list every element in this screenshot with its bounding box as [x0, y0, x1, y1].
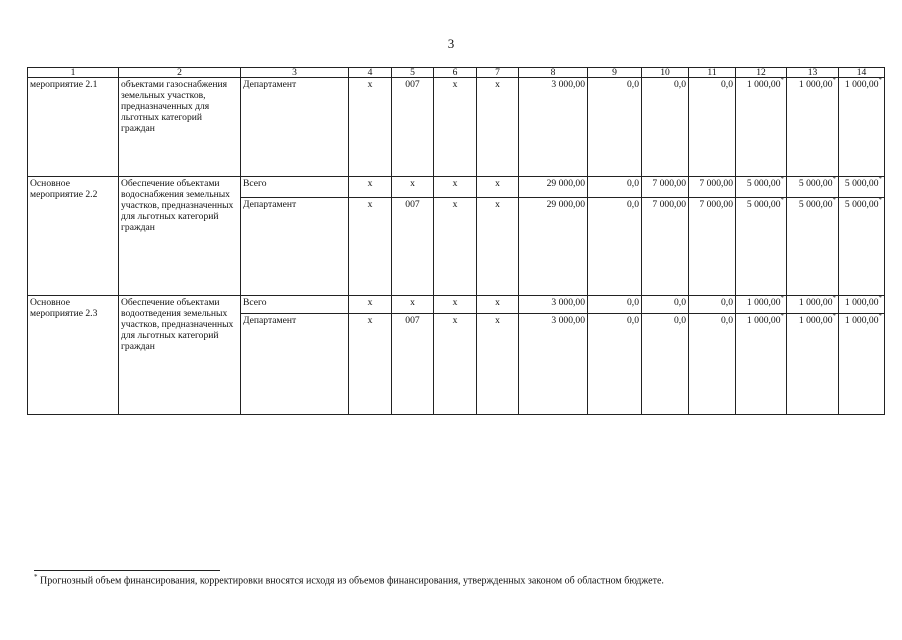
column-header: 11 — [689, 68, 736, 78]
activity-name-cell: Основное мероприятие 2.2 — [28, 177, 119, 296]
footnote-divider — [34, 570, 220, 571]
column-header: 5 — [392, 68, 434, 78]
column-header: 3 — [241, 68, 349, 78]
cell-col7: х — [477, 198, 519, 296]
header-row — [28, 68, 885, 78]
value-text: 1 000,00 — [798, 79, 833, 90]
cell-col5: 007 — [392, 78, 434, 177]
cell-col11: 0,0 — [689, 78, 736, 177]
cell-col13 — [787, 314, 839, 415]
cell-col8: 3 000,00 — [519, 296, 588, 314]
footnote-mark: * — [780, 295, 784, 302]
cell-col11: 0,0 — [689, 296, 736, 314]
column-header: 7 — [477, 68, 519, 78]
column-header: 4 — [349, 68, 392, 78]
cell-col12 — [736, 198, 787, 296]
page-number: 3 — [447, 36, 455, 51]
cell-col14 — [839, 296, 885, 314]
cell-col5: х — [392, 296, 434, 314]
cell-col5: 007 — [392, 314, 434, 415]
table-row — [28, 78, 885, 177]
cell-col10: 0,0 — [642, 78, 689, 177]
executor-cell: Всего — [241, 296, 349, 314]
cell-col12 — [736, 177, 787, 198]
cell-col14 — [839, 177, 885, 198]
cell-col9: 0,0 — [588, 296, 642, 314]
column-header: 8 — [519, 68, 588, 78]
cell-col9: 0,0 — [588, 78, 642, 177]
value-text: 5 000,00 — [798, 199, 833, 210]
cell-col6: х — [434, 314, 477, 415]
cell-col7: х — [477, 78, 519, 177]
activity-description-cell: Обеспечение объектами водоотведения земельных участков, предназначенных для льготных категорий граждан — [119, 296, 241, 415]
executor-cell: Департамент — [241, 198, 349, 296]
column-header: 2 — [119, 68, 241, 78]
footnote-mark: * — [832, 295, 836, 302]
footnote-text: Прогнозный объем финансирования, корректировки вносятся исходя из объемов финансирования, утвержденных законом об областном бюджете. — [40, 575, 664, 587]
value-text: 1 000,00 — [844, 297, 879, 308]
cell-col6: х — [434, 78, 477, 177]
footnote-mark: * — [832, 176, 836, 183]
column-header: 9 — [588, 68, 642, 78]
activity-description-cell: Обеспечение объектами водоснабжения земельных участков, предназначенных для льготных категорий граждан — [119, 177, 241, 296]
footnote-mark: * — [34, 573, 38, 581]
footnote-mark: * — [878, 295, 882, 302]
table-row — [28, 177, 885, 198]
cell-col13 — [787, 296, 839, 314]
cell-col10: 0,0 — [642, 296, 689, 314]
cell-col12 — [736, 314, 787, 415]
cell-col10: 7 000,00 — [642, 198, 689, 296]
footnote-mark: * — [832, 77, 836, 84]
footnote-mark: * — [780, 77, 784, 84]
cell-col4: х — [349, 198, 392, 296]
executor-cell: Всего — [241, 177, 349, 198]
cell-col6: х — [434, 177, 477, 198]
column-header: 13 — [787, 68, 839, 78]
executor-cell: Департамент — [241, 314, 349, 415]
value-text: 1 000,00 — [746, 315, 781, 326]
footnote-mark: * — [878, 77, 882, 84]
cell-col13 — [787, 78, 839, 177]
cell-col10: 7 000,00 — [642, 177, 689, 198]
cell-col4: х — [349, 78, 392, 177]
footnote-mark: * — [780, 176, 784, 183]
cell-col13 — [787, 177, 839, 198]
cell-col9: 0,0 — [588, 177, 642, 198]
value-text: 1 000,00 — [746, 79, 781, 90]
cell-col10: 0,0 — [642, 314, 689, 415]
cell-col4: х — [349, 177, 392, 198]
footnote-mark: * — [878, 197, 882, 204]
footnote-mark: * — [878, 176, 882, 183]
footnote-mark: * — [878, 313, 882, 320]
cell-col6: х — [434, 296, 477, 314]
column-header: 14 — [839, 68, 885, 78]
footnote-mark: * — [780, 313, 784, 320]
cell-col14 — [839, 198, 885, 296]
activity-name-cell: Основное мероприятие 2.3 — [28, 296, 119, 415]
column-header: 12 — [736, 68, 787, 78]
cell-col9: 0,0 — [588, 198, 642, 296]
cell-col8: 29 000,00 — [519, 198, 588, 296]
cell-col7: х — [477, 177, 519, 198]
column-header: 1 — [28, 68, 119, 78]
value-text: 5 000,00 — [798, 178, 833, 189]
cell-col13 — [787, 198, 839, 296]
cell-col5: 007 — [392, 198, 434, 296]
value-text: 1 000,00 — [746, 297, 781, 308]
value-text: 5 000,00 — [746, 199, 781, 210]
cell-col12 — [736, 78, 787, 177]
footnote-mark: * — [832, 313, 836, 320]
activity-description-cell: объектами газоснабжения земельных участков, предназначенных для льготных категорий граждан — [119, 78, 241, 177]
cell-col6: х — [434, 198, 477, 296]
activity-name-cell: мероприятие 2.1 — [28, 78, 119, 177]
footnote-mark: * — [832, 197, 836, 204]
cell-col7: х — [477, 296, 519, 314]
cell-col11: 7 000,00 — [689, 198, 736, 296]
table-row — [28, 296, 885, 314]
cell-col8: 29 000,00 — [519, 177, 588, 198]
column-header: 6 — [434, 68, 477, 78]
cell-col8: 3 000,00 — [519, 314, 588, 415]
cell-col9: 0,0 — [588, 314, 642, 415]
footnote-mark: * — [780, 197, 784, 204]
cell-col11: 0,0 — [689, 314, 736, 415]
executor-cell: Департамент — [241, 78, 349, 177]
value-text: 5 000,00 — [844, 199, 879, 210]
cell-col12 — [736, 296, 787, 314]
cell-col11: 7 000,00 — [689, 177, 736, 198]
cell-col4: х — [349, 296, 392, 314]
value-text: 1 000,00 — [798, 297, 833, 308]
cell-col14 — [839, 78, 885, 177]
column-header: 10 — [642, 68, 689, 78]
footnote — [34, 573, 664, 586]
value-text: 1 000,00 — [844, 79, 879, 90]
value-text: 5 000,00 — [746, 178, 781, 189]
cell-col5: х — [392, 177, 434, 198]
cell-col14 — [839, 314, 885, 415]
cell-col7: х — [477, 314, 519, 415]
cell-col8: 3 000,00 — [519, 78, 588, 177]
value-text: 1 000,00 — [798, 315, 833, 326]
value-text: 5 000,00 — [844, 178, 879, 189]
cell-col4: х — [349, 314, 392, 415]
funding-table — [27, 67, 885, 415]
value-text: 1 000,00 — [844, 315, 879, 326]
